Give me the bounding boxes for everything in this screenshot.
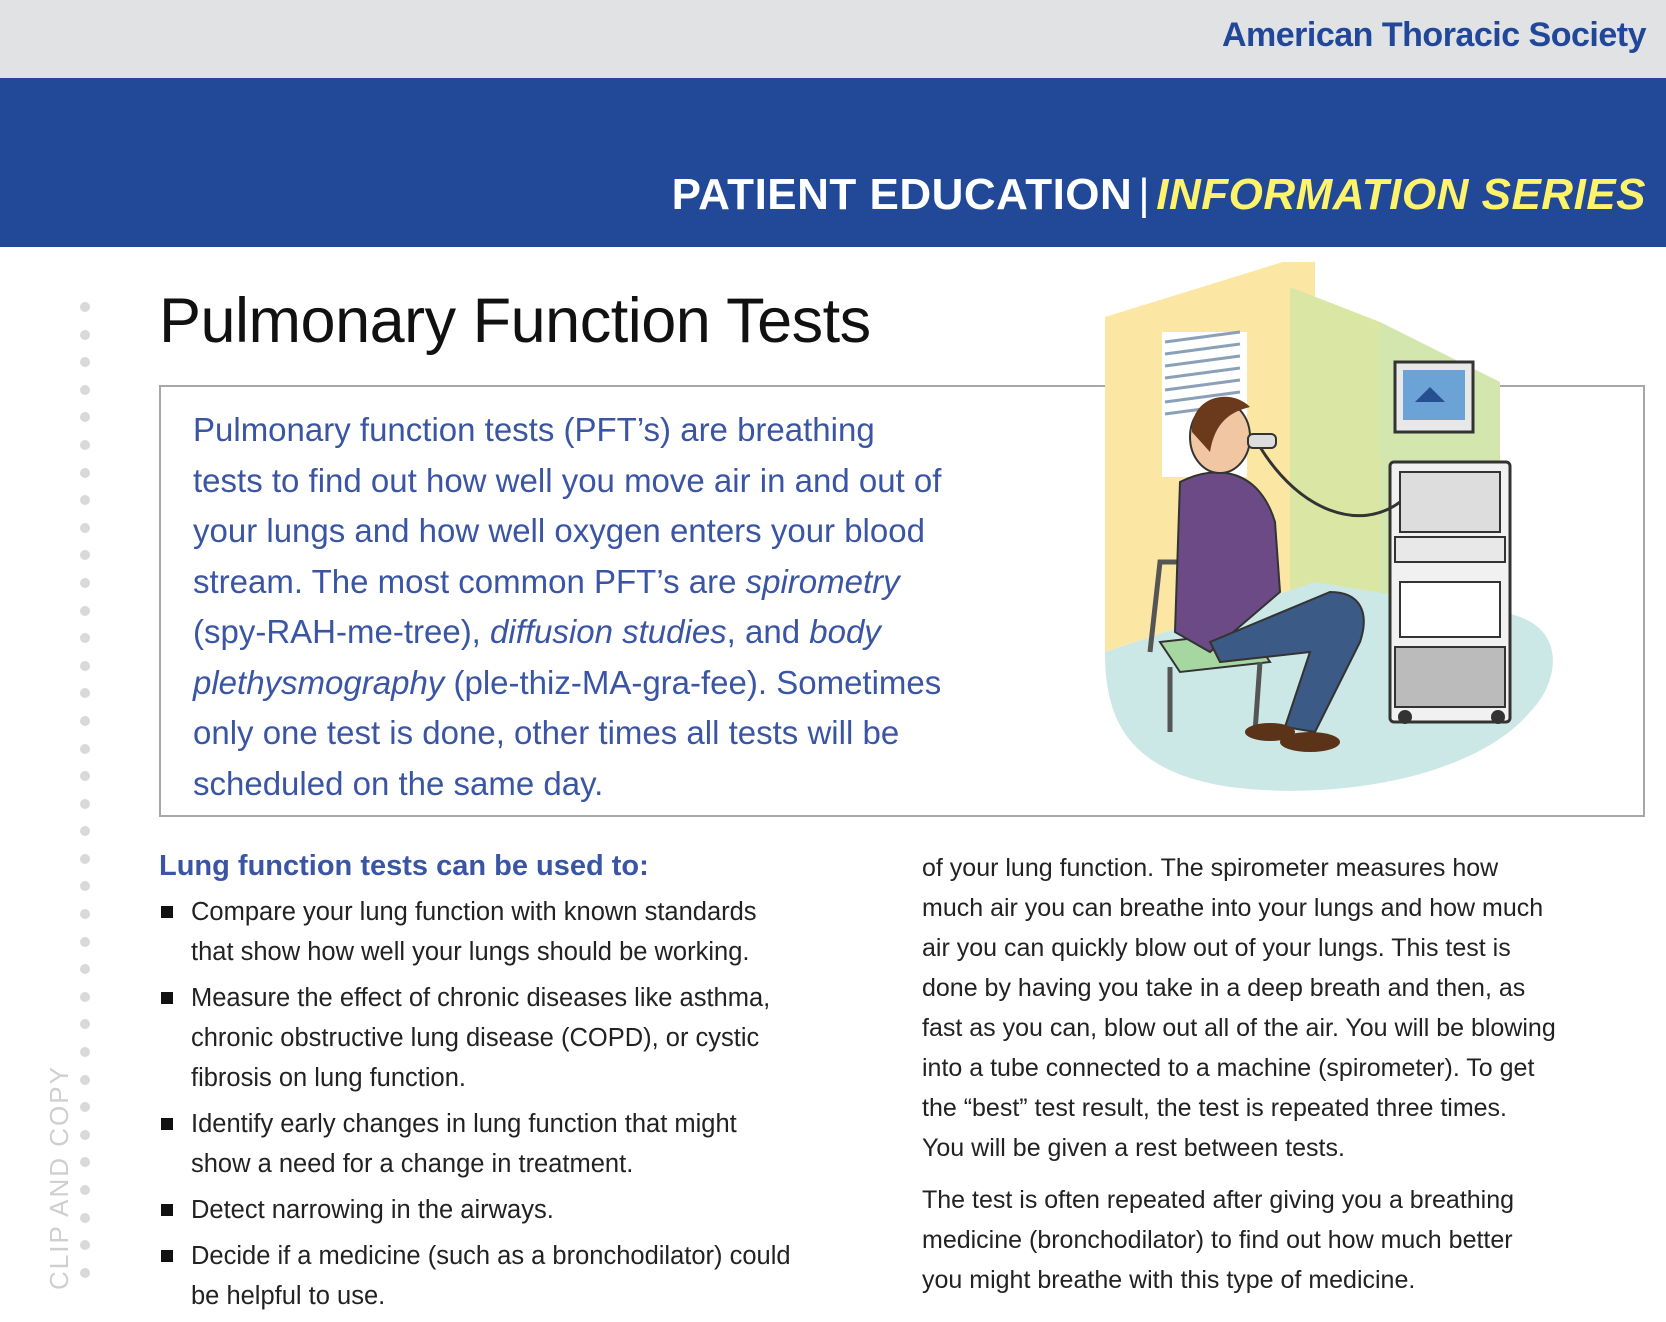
bullet-icon [161,906,173,918]
page-title: Pulmonary Function Tests [159,286,871,356]
paragraph: The test is often repeated after giving you a breathing medicine (bronchodilator) to find out how much better you might breathe with this type of medicine. [922,1186,1515,1294]
intro-line: plethysmography (ple-thiz-MA-gra-fee). Sometimes [193,663,942,701]
bullet-icon [161,992,173,1004]
clip-and-copy-label: CLIP AND COPY [44,1065,74,1290]
perforation-dots [80,302,90,1295]
intro-line: your lungs and how well oxygen enters your blood [193,512,925,549]
bullet-icon [161,1250,173,1262]
intro-line: only one test is done, other times all tests will be [193,714,900,751]
spirometry-text [922,848,1556,1300]
intro-line: stream. The most common PFT’s are spirometry [193,562,900,600]
series-right: INFORMATION SERIES [1156,170,1646,219]
list-item: Compare your lung function with known standards that show how well your lungs should be working. [159,892,791,972]
top-band [0,0,1666,78]
list-item: Decide if a medicine (such as a bronchodilator) could be helpful to use. [159,1236,791,1316]
uses-list [159,892,791,1322]
series-banner [0,78,1666,247]
uses-heading: Lung function tests can be used to: [159,850,649,882]
intro-line: tests to find out how well you move air in and out of [193,461,942,499]
list-item: Identify early changes in lung function that might show a need for a change in treatment. [159,1104,791,1184]
intro-line: Pulmonary function tests (PFT’s) are breathing [193,411,875,448]
bullet-icon [161,1204,173,1216]
bullet-icon [161,1118,173,1130]
list-item: Detect narrowing in the airways. [159,1190,791,1230]
list-item: Measure the effect of chronic diseases like asthma, chronic obstructive lung disease (COPD), or cystic fibrosis on lung function. [159,978,791,1098]
series-separator: | [1138,170,1151,219]
paragraph: of your lung function. The spirometer measures how much air you can breathe into your lungs and how much air you can quickly blow out of your lungs. This test is done by having you take in a deep breath and then, as fast as you can, blow out all of the air. You will be blowing into a tube connected to a machine (spirometer). To get the “best” test result, the test is repeated three times. You will be given a rest between tests. [922,854,1556,1162]
spirometry-illustration [1100,262,1605,797]
intro-line: scheduled on the same day. [193,764,604,802]
intro-text [193,405,941,809]
intro-line: (spy-RAH-me-tree), diffusion studies, and body [193,613,881,650]
series-title [672,170,1646,220]
organization-name: American Thoracic Society [1221,16,1646,54]
series-left: PATIENT EDUCATION [671,170,1133,219]
